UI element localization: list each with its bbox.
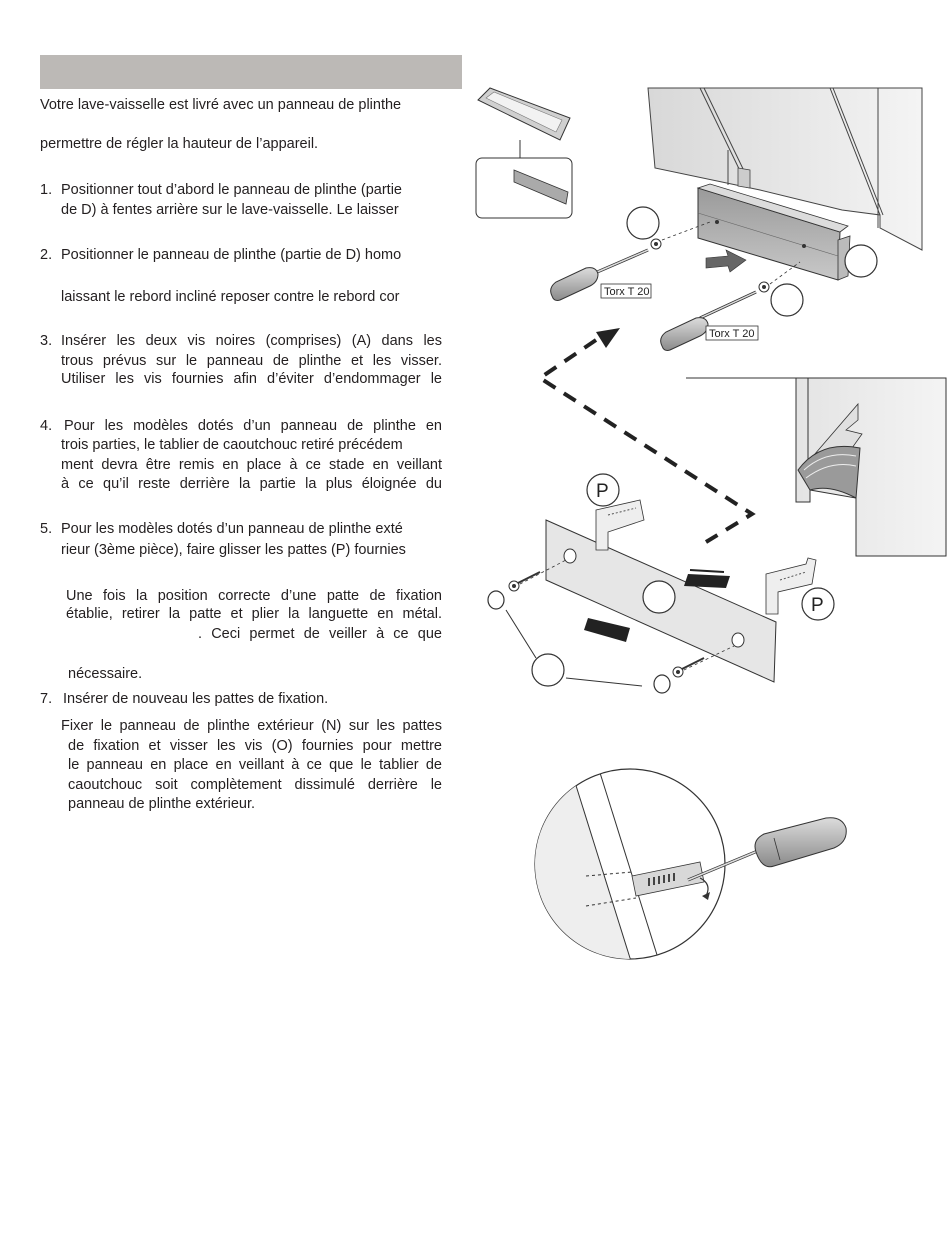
step-3-line-1: Insérer les deux vis noires (comprises) (A) dans les bbox=[61, 333, 442, 349]
step-4-line-3: ment devra être remis en place à ce stade en veillant bbox=[61, 457, 442, 473]
step-2-line-2: laissant le rebord incliné reposer contre le rebord cor bbox=[61, 289, 400, 305]
step-1-line-2: de D) à fentes arrière sur le lave-vaisselle. Le laisser bbox=[61, 202, 399, 218]
step-8-line-4: caoutchouc soit complètement dissimulé derrière le bbox=[68, 777, 442, 793]
step-6-line-3: . Ceci permet de veiller à ce que bbox=[198, 626, 442, 642]
callout-circle-4 bbox=[643, 581, 675, 613]
step-6-line-2: établie, retirer la patte et plier la languette en métal. bbox=[66, 606, 442, 622]
callout-circle-5 bbox=[532, 654, 564, 686]
zoom-detail bbox=[530, 760, 846, 980]
screw-icon bbox=[509, 572, 540, 591]
apron-detail bbox=[686, 378, 946, 556]
callout-circle-1 bbox=[627, 207, 659, 239]
step-8-line-1: Fixer le panneau de plinthe extérieur (N) sur les pattes bbox=[61, 718, 442, 734]
tool-label-1: Torx T 20 bbox=[604, 286, 650, 298]
step-6-line-1: Une fois la position correcte d’une patte de fixation bbox=[66, 588, 442, 604]
intro-line-2: permettre de régler la hauteur de l’appareil. bbox=[40, 136, 319, 152]
screw-icon bbox=[759, 282, 769, 292]
step-1-line-1: Positionner tout d’abord le panneau de plinthe (partie bbox=[61, 182, 402, 198]
step-2-number: 2. bbox=[40, 247, 53, 263]
step-3-line-3: Utiliser les vis fournies afin d’éviter d’endommager le bbox=[61, 371, 442, 387]
step-8-line-2: de fixation et visser les vis (O) fournies pour mettre bbox=[68, 738, 442, 754]
step-2-line-1: Positionner le panneau de plinthe (partie de D) homo bbox=[61, 247, 402, 263]
screw-cap-icon bbox=[654, 675, 670, 693]
step-7-number: 7. bbox=[40, 691, 53, 707]
screw-icon bbox=[651, 239, 661, 249]
installation-illustration bbox=[460, 60, 950, 980]
step-4-line-1: Pour les modèles dotés d’un panneau de plinthe en bbox=[64, 418, 442, 434]
step-4-line-2: trois parties, le tablier de caoutchouc retiré précédem bbox=[61, 437, 403, 453]
intro-line-1: Votre lave-vaisselle est livré avec un panneau de plinthe bbox=[40, 97, 402, 113]
step-5-line-2: rieur (3ème pièce), faire glisser les pattes (P) fournies bbox=[61, 542, 406, 558]
callout-circle-2 bbox=[845, 245, 877, 277]
step-5-number: 5. bbox=[40, 521, 53, 537]
screw-icon bbox=[673, 658, 704, 677]
sequence-arrow bbox=[540, 328, 755, 542]
plinth-clip-part bbox=[476, 88, 572, 218]
screwdriver-icon bbox=[661, 292, 756, 351]
step-6-line-4: nécessaire. bbox=[68, 666, 143, 682]
step-3-line-2: trous prévus sur le panneau de plinthe et les visser. bbox=[61, 353, 442, 369]
step-4-line-4: à ce qu’il reste derrière la partie la plus éloignée du bbox=[61, 476, 442, 492]
bracket-label-1: P bbox=[596, 481, 609, 502]
step-5-line-1: Pour les modèles dotés d’un panneau de plinthe exté bbox=[61, 521, 403, 537]
callout-circle-3 bbox=[771, 284, 803, 316]
mounting-bracket bbox=[596, 500, 644, 550]
step-8-line-3: le panneau en place en veillant à ce que le tablier de bbox=[68, 757, 442, 773]
step-1-number: 1. bbox=[40, 182, 53, 198]
step-4-number: 4. bbox=[40, 418, 53, 434]
step-8-line-5: panneau de plinthe extérieur. bbox=[68, 796, 256, 812]
step-7-line-1: Insérer de nouveau les pattes de fixation. bbox=[63, 691, 329, 707]
step-3-number: 3. bbox=[40, 333, 53, 349]
push-arrow-icon bbox=[706, 250, 746, 272]
bracket-label-2: P bbox=[811, 595, 824, 616]
section-header-bar bbox=[40, 55, 462, 89]
tool-label-2: Torx T 20 bbox=[709, 328, 755, 340]
screw-cap-icon bbox=[488, 591, 504, 609]
